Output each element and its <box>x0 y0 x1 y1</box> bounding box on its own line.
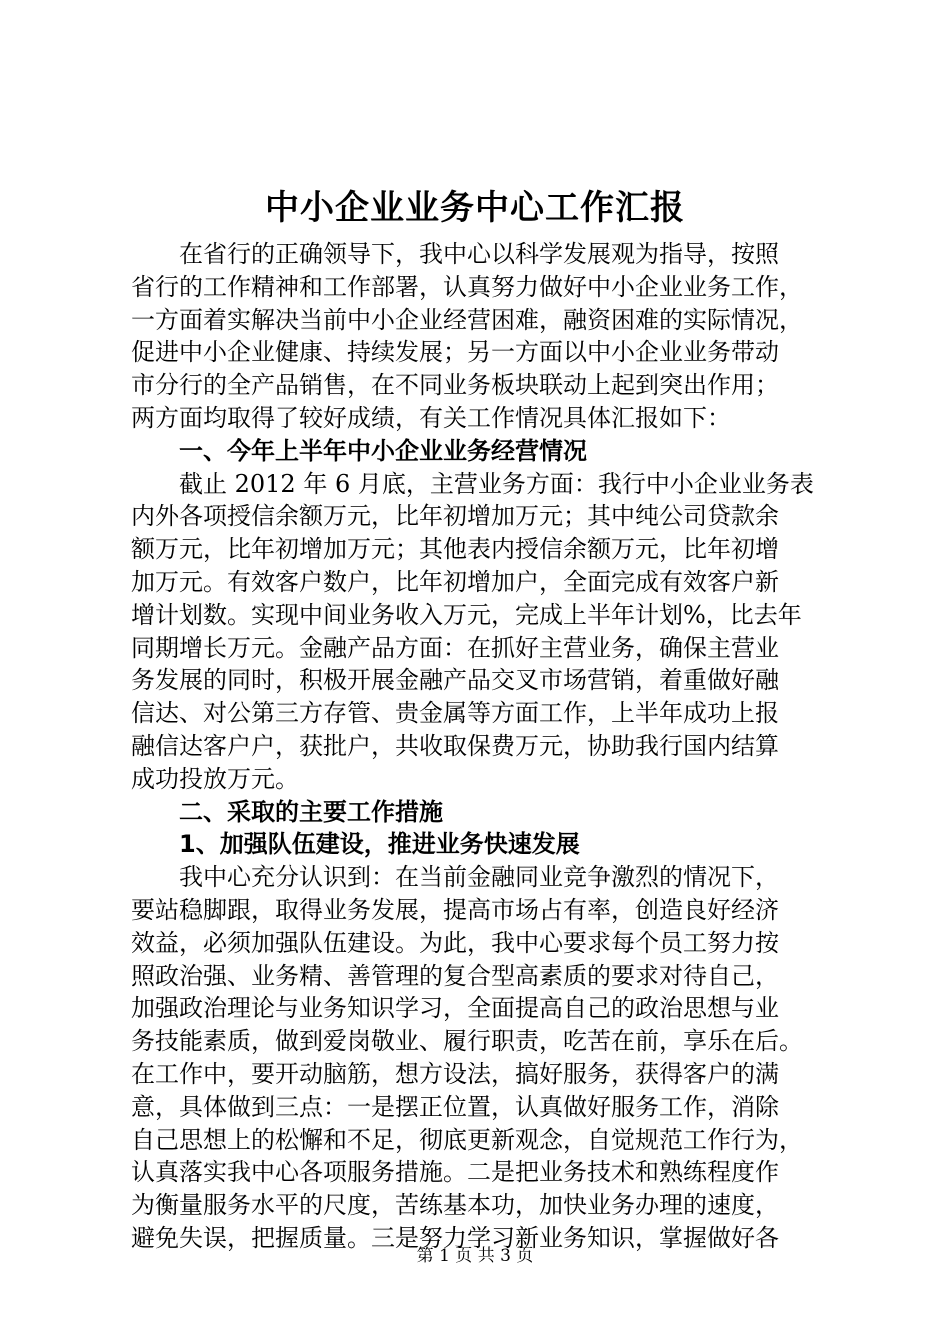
paragraph-line: 促进中小企业健康、持续发展；另一方面以中小企业业务带动 <box>131 338 779 367</box>
page-number-footer: 第 1 页 共 3 页 <box>416 1246 534 1266</box>
paragraph-line: 市分行的全产品销售，在不同业务板块联动上起到突出作用； <box>131 371 779 400</box>
paragraph-line: 截止 2012 年 6 月底，主营业务方面：我行中小企业业务表 <box>179 469 814 498</box>
paragraph-line: 我中心充分认识到：在当前金融同业竞争激烈的情况下， <box>179 863 779 892</box>
paragraph-line: 为衡量服务水平的尺度，苦练基本功，加快业务办理的速度， <box>131 1191 779 1220</box>
section-heading: 一、今年上半年中小企业业务经营情况 <box>179 436 587 465</box>
paragraph-line: 要站稳脚跟，取得业务发展，提高市场占有率，创造良好经济 <box>131 895 779 924</box>
paragraph-line: 意，具体做到三点：一是摆正位置，认真做好服务工作，消除 <box>131 1092 779 1121</box>
paragraph-line: 加强政治理论与业务知识学习，全面提高自己的政治思想与业 <box>131 994 779 1023</box>
paragraph-line: 务技能素质，做到爱岗敬业、履行职责，吃苦在前，享乐在后。 <box>131 1027 803 1056</box>
paragraph-line: 额万元，比年初增加万元；其他表内授信余额万元，比年初增 <box>131 535 779 564</box>
paragraph-line: 在省行的正确领导下，我中心以科学发展观为指导，按照 <box>179 240 779 268</box>
paragraph-line: 一方面着实解决当前中小企业经营困难，融资困难的实际情况， <box>131 305 803 334</box>
paragraph-line: 增计划数。实现中间业务收入万元，完成上半年计划%，比去年 <box>131 600 802 629</box>
paragraph-line: 避免失误，把握质量。三是努力学习新业务知识，掌握做好各 <box>131 1223 779 1252</box>
document-body <box>131 238 831 1255</box>
paragraph-line: 自己思想上的松懈和不足，彻底更新观念，自觉规范工作行为， <box>131 1125 803 1154</box>
paragraph-line: 在工作中，要开动脑筋，想方设法，搞好服务，获得客户的满 <box>131 1059 779 1088</box>
paragraph-line: 加万元。有效客户数户，比年初增加户，全面完成有效客户新 <box>131 567 779 596</box>
paragraph-line: 照政治强、业务精、善管理的复合型高素质的要求对待自己， <box>131 961 779 990</box>
section-heading: 二、采取的主要工作措施 <box>179 797 443 826</box>
paragraph-line: 务发展的同时，积极开展金融产品交叉市场营销，着重做好融 <box>131 666 779 695</box>
paragraph-line: 信达、对公第三方存管、贵金属等方面工作，上半年成功上报 <box>131 699 779 728</box>
paragraph-line: 内外各项授信余额万元，比年初增加万元；其中纯公司贷款余 <box>131 502 779 531</box>
document-title: 中小企业业务中心工作汇报 <box>265 188 685 228</box>
paragraph-line: 同期增长万元。金融产品方面：在抓好主营业务，确保主营业 <box>131 633 779 662</box>
paragraph-line: 两方面均取得了较好成绩，有关工作情况具体汇报如下： <box>131 403 731 432</box>
subsection-heading: 1、加强队伍建设，推进业务快速发展 <box>179 830 580 859</box>
paragraph-line: 认真落实我中心各项服务措施。二是把业务技术和熟练程度作 <box>131 1158 779 1187</box>
paragraph-line: 融信达客户户，获批户，共收取保费万元，协助我行国内结算 <box>131 731 779 760</box>
paragraph-line: 省行的工作精神和工作部署，认真努力做好中小企业业务工作， <box>131 272 803 301</box>
paragraph-line: 成功投放万元。 <box>131 764 299 793</box>
paragraph-line: 效益，必须加强队伍建设。为此，我中心要求每个员工努力按 <box>131 928 779 957</box>
